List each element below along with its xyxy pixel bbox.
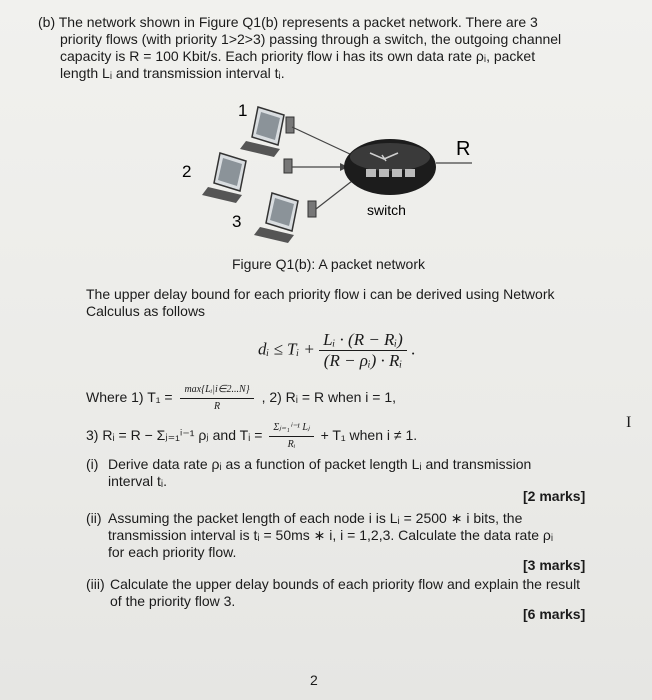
part-i-line-1: Derive data rate ρᵢ as a function of packet length Lᵢ and transmission	[108, 456, 532, 472]
intro-line-1: (b) The network shown in Figure Q1(b) represents a packet network. There are 3	[38, 14, 538, 30]
part-iii-marks: [6 marks]	[523, 606, 586, 622]
part-iii-line-1: Calculate the upper delay bounds of each priority flow and explain the result	[110, 576, 581, 592]
intro-line-3: capacity is R = 100 Kbit/s. Each priority flow i has its own data rate ρᵢ, packet	[60, 48, 536, 64]
computer-icon	[254, 193, 316, 243]
computer-icon	[240, 107, 294, 157]
figure-caption: Figure Q1(b): A packet network	[232, 256, 425, 272]
where-prefix: Where 1) T₁ =	[86, 389, 173, 406]
delay-bound-formula	[258, 330, 415, 371]
t1-numerator: max{Lᵢ|i∈2...N}	[180, 382, 253, 399]
intro-line-4: length Lᵢ and transmission interval tᵢ.	[60, 65, 285, 81]
node-label-1: 1	[238, 101, 248, 120]
where-part-2: , 2) Rᵢ = R when i = 1,	[261, 389, 397, 406]
ti-denominator: Rᵢ	[287, 439, 296, 450]
switch-label: switch	[367, 202, 406, 218]
node-label-2: 2	[182, 162, 192, 181]
formula-lhs: dᵢ ≤ Tᵢ +	[258, 339, 315, 359]
part-iii-label: (iii)	[86, 576, 105, 592]
line3-part-a: 3) Rᵢ = R − Σⱼ₌₁ⁱ⁻¹ ρⱼ and Tᵢ =	[86, 427, 263, 444]
condition-line-3	[86, 420, 417, 453]
delay-text-line-2: Calculus as follows	[86, 303, 206, 319]
part-i-label: (i)	[86, 456, 99, 472]
part-ii-line-1: Assuming the packet length of each node i is Lᵢ = 2500 ∗ i bits, the	[108, 510, 523, 526]
node-label-3: 3	[232, 212, 242, 231]
part-i-line-2: interval tᵢ.	[108, 473, 168, 489]
part-ii-line-2: transmission interval is tᵢ = 50ms ∗ i, i = 1,2,3. Calculate the data rate ρᵢ	[108, 527, 554, 543]
formula-numerator: Lᵢ · (R − Rᵢ)	[319, 330, 407, 351]
page-number: 2	[310, 672, 318, 688]
part-ii-marks: [3 marks]	[523, 557, 586, 573]
part-ii-label: (ii)	[86, 510, 102, 526]
margin-mark: I	[626, 414, 632, 431]
formula-denominator: (R − ρᵢ) · Rᵢ	[323, 351, 403, 370]
network-figure	[180, 95, 500, 245]
part-i-marks: [2 marks]	[523, 488, 586, 504]
delay-text-line-1: The upper delay bound for each priority flow i can be derived using Network	[86, 286, 555, 302]
part-iii-line-2: of the priority flow 3.	[110, 593, 236, 609]
switch-icon	[344, 139, 436, 195]
intro-line-2: priority flows (with priority 1>2>3) passing through a switch, the outgoing channel	[60, 31, 562, 47]
ti-numerator: Σⱼ₌₁ⁱ⁻¹ Lⱼ	[269, 420, 313, 437]
where-line	[86, 382, 396, 415]
t1-denominator: R	[214, 401, 221, 412]
line3-part-b: + T₁ when i ≠ 1.	[320, 427, 418, 444]
part-ii-line-3: for each priority flow.	[108, 544, 237, 560]
formula-end: .	[411, 339, 416, 359]
router-label: R	[456, 138, 471, 160]
